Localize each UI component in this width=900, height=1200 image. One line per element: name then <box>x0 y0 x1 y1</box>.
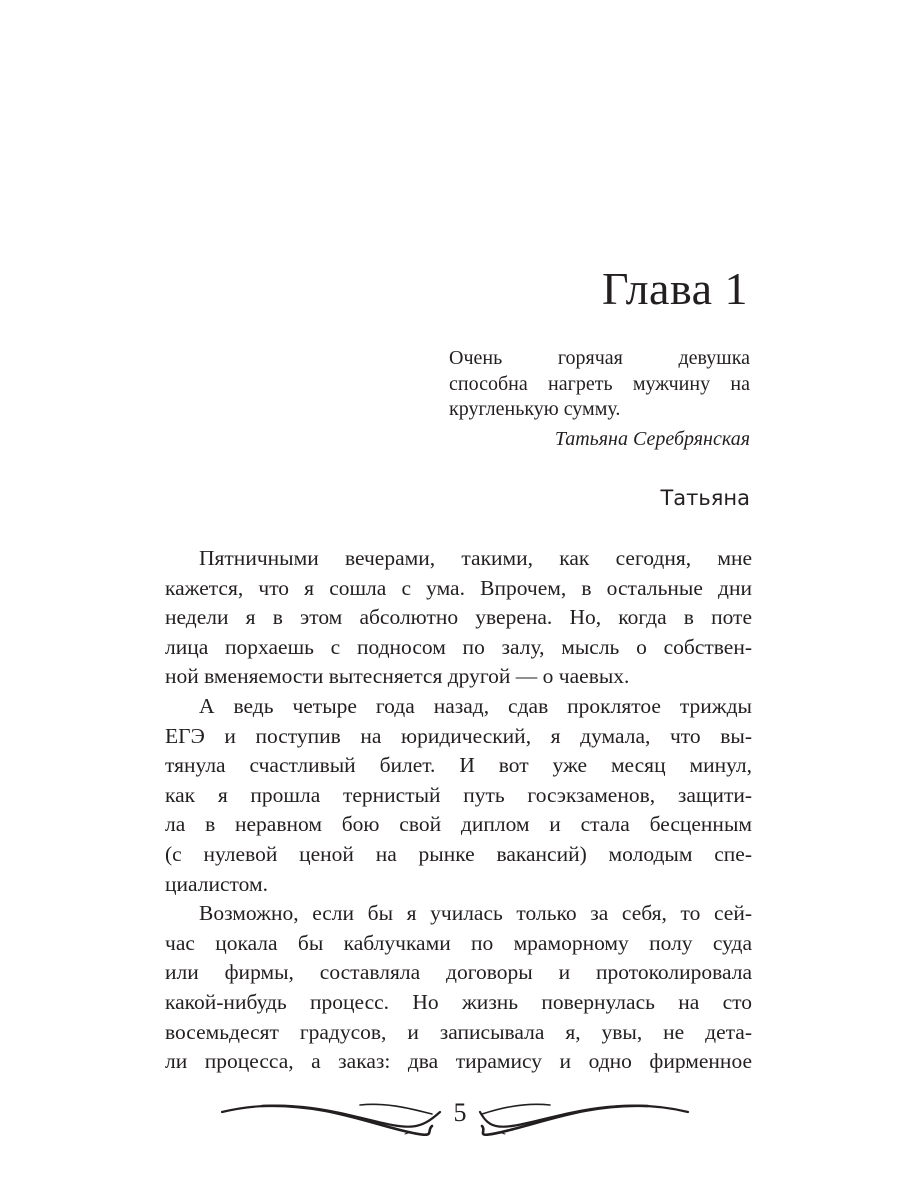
text-line: ной вменяемости вытесняется другой — о чаевых. <box>165 664 630 689</box>
text-line: тянула счастливый билет. И вот уже месяц минул, <box>165 753 752 778</box>
text-line: как я прошла тернистый путь госэкзаменов, защити- <box>165 782 752 807</box>
text-line: ЕГЭ и поступив на юридический, я думала, что вы- <box>165 723 752 748</box>
page-number: 5 <box>453 1098 467 1127</box>
text-line: недели я в этом абсолютно уверена. Но, когда в поте <box>165 605 752 630</box>
text-line: циалистом. <box>165 871 268 896</box>
pov-heading: Татьяна <box>660 486 750 510</box>
left-flourish-icon <box>222 1104 440 1134</box>
epigraph-line: способна нагреть мужчину на <box>449 372 750 395</box>
epigraph <box>449 346 750 452</box>
text-line: ли процесса, а заказ: два тирамису и одно фирменное <box>165 1049 752 1074</box>
epigraph-line: Очень горячая девушка <box>449 347 750 369</box>
epigraph-author: Татьяна Серебрянская <box>554 427 750 450</box>
chapter-title: Глава 1 <box>601 263 748 314</box>
text-line: ла в неравном бою свой диплом и стала бесценным <box>165 812 752 837</box>
text-line: лица порхаешь с подносом по залу, мысль о собствен- <box>165 634 752 659</box>
right-flourish-icon <box>480 1104 688 1134</box>
text-line: или фирмы, составляла договоры и протоколировала <box>165 960 752 985</box>
text-line: Возможно, если бы я училась только за себя, то сей- <box>199 901 752 926</box>
epigraph-line: кругленькую сумму. <box>449 398 621 420</box>
text-line: (с нулевой ценой на рынке вакансий) молодым спе- <box>165 841 752 866</box>
text-line: кажется, что я сошла с ума. Впрочем, в остальные дни <box>165 575 752 600</box>
text-line: час цокала бы каблучками по мраморному полу суда <box>165 930 752 955</box>
text-line: Пятничными вечерами, такими, как сегодня, мне <box>199 546 752 570</box>
text-line: А ведь четыре года назад, сдав проклятое трижды <box>199 693 752 718</box>
text-line: восемьдесят градусов, и записывала я, увы, не дета- <box>165 1019 752 1044</box>
body-text <box>165 544 752 1077</box>
text-line: какой-нибудь процесс. Но жизнь повернулась на сто <box>165 989 752 1014</box>
